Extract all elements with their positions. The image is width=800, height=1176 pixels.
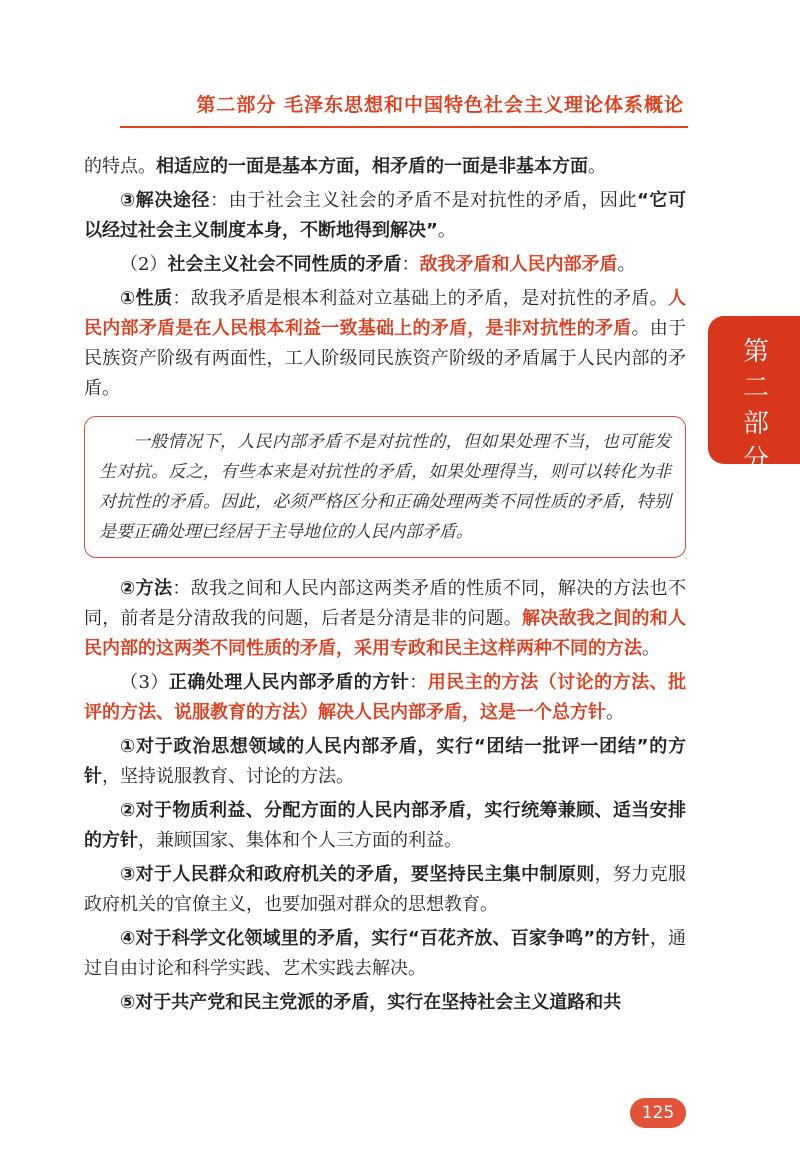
page-body xyxy=(84,152,686,1022)
paragraph-9: ③对于人民群众和政府机关的矛盾，要坚持民主集中制原则，努力克服政府机关的官僚主义，也要加强对群众的思想教育。 xyxy=(84,864,686,915)
paragraph-2: ③解决途径：由于社会主义社会的矛盾不是对抗性的矛盾，因此“它可以经过社会主义制度本身，不断地得到解决”。 xyxy=(84,190,686,241)
paragraph-11: ⑤对于共产党和民主党派的矛盾，实行在坚持社会主义道路和共 xyxy=(120,992,622,1013)
paragraph-7: ①对于政治思想领域的人民内部矛盾，实行“团结一批评一团结”的方针，坚持说服教育、讨论的方法。 xyxy=(84,736,686,787)
paragraph-4: ①性质：敌我矛盾是根本利益对立基础上的矛盾，是对抗性的矛盾。人民内部矛盾是在人民根本利益一致基础上的矛盾，是非对抗性的矛盾。由于民族资产阶级有两面性，工人阶级同民族资产阶级的矛盾属于人民内部的矛盾。 xyxy=(84,288,687,399)
paragraph-8: ②对于物质利益、分配方面的人民内部矛盾，实行统筹兼顾、适当安排的方针，兼顾国家、集体和个人三方面的利益。 xyxy=(84,800,686,851)
paragraph-5: ②方法：敌我之间和人民内部这两类矛盾的性质不同，解决的方法也不同，前者是分清敌我的问题，后者是分清是非的问题。解决敌我之间的和人民内部的这两类不同性质的矛盾，采用专政和民主这样两种不同的方法。 xyxy=(84,578,687,659)
side-tab-label: 第二部分 xyxy=(742,337,769,475)
paragraph-3: （2）社会主义社会不同性质的矛盾：敌我矛盾和人民内部矛盾。 xyxy=(120,254,636,275)
note-text: 一般情况下，人民内部矛盾不是对抗性的，但如果处理不当，也可能发生对抗。反之，有些本来是对抗性的矛盾，如果处理得当，则可以转化为非对抗性的矛盾。因此，必须严格区分和正确处理两类不同性质的矛盾，特别是要正确处理已经居于主导地位的人民内部矛盾。 xyxy=(99,432,671,542)
page-number: 125 xyxy=(630,1098,686,1128)
note-box xyxy=(84,416,686,558)
page-header xyxy=(120,86,688,128)
paragraph-10: ④对于科学文化领域里的矛盾，实行“百花齐放、百家争鸣”的方针，通过自由讨论和科学实践、艺术实践去解决。 xyxy=(84,928,686,979)
header-title: 第二部分 毛泽东思想和中国特色社会主义理论体系概论 xyxy=(196,94,684,116)
section-side-tab xyxy=(708,316,800,475)
paragraph-1: 的特点。相适应的一面是基本方面，相矛盾的一面是非基本方面。 xyxy=(84,156,606,177)
paragraph-6: （3）正确处理人民内部矛盾的方针：用民主的方法（讨论的方法、批评的方法、说服教育的方法）解决人民内部矛盾，这是一个总方针。 xyxy=(84,672,687,723)
